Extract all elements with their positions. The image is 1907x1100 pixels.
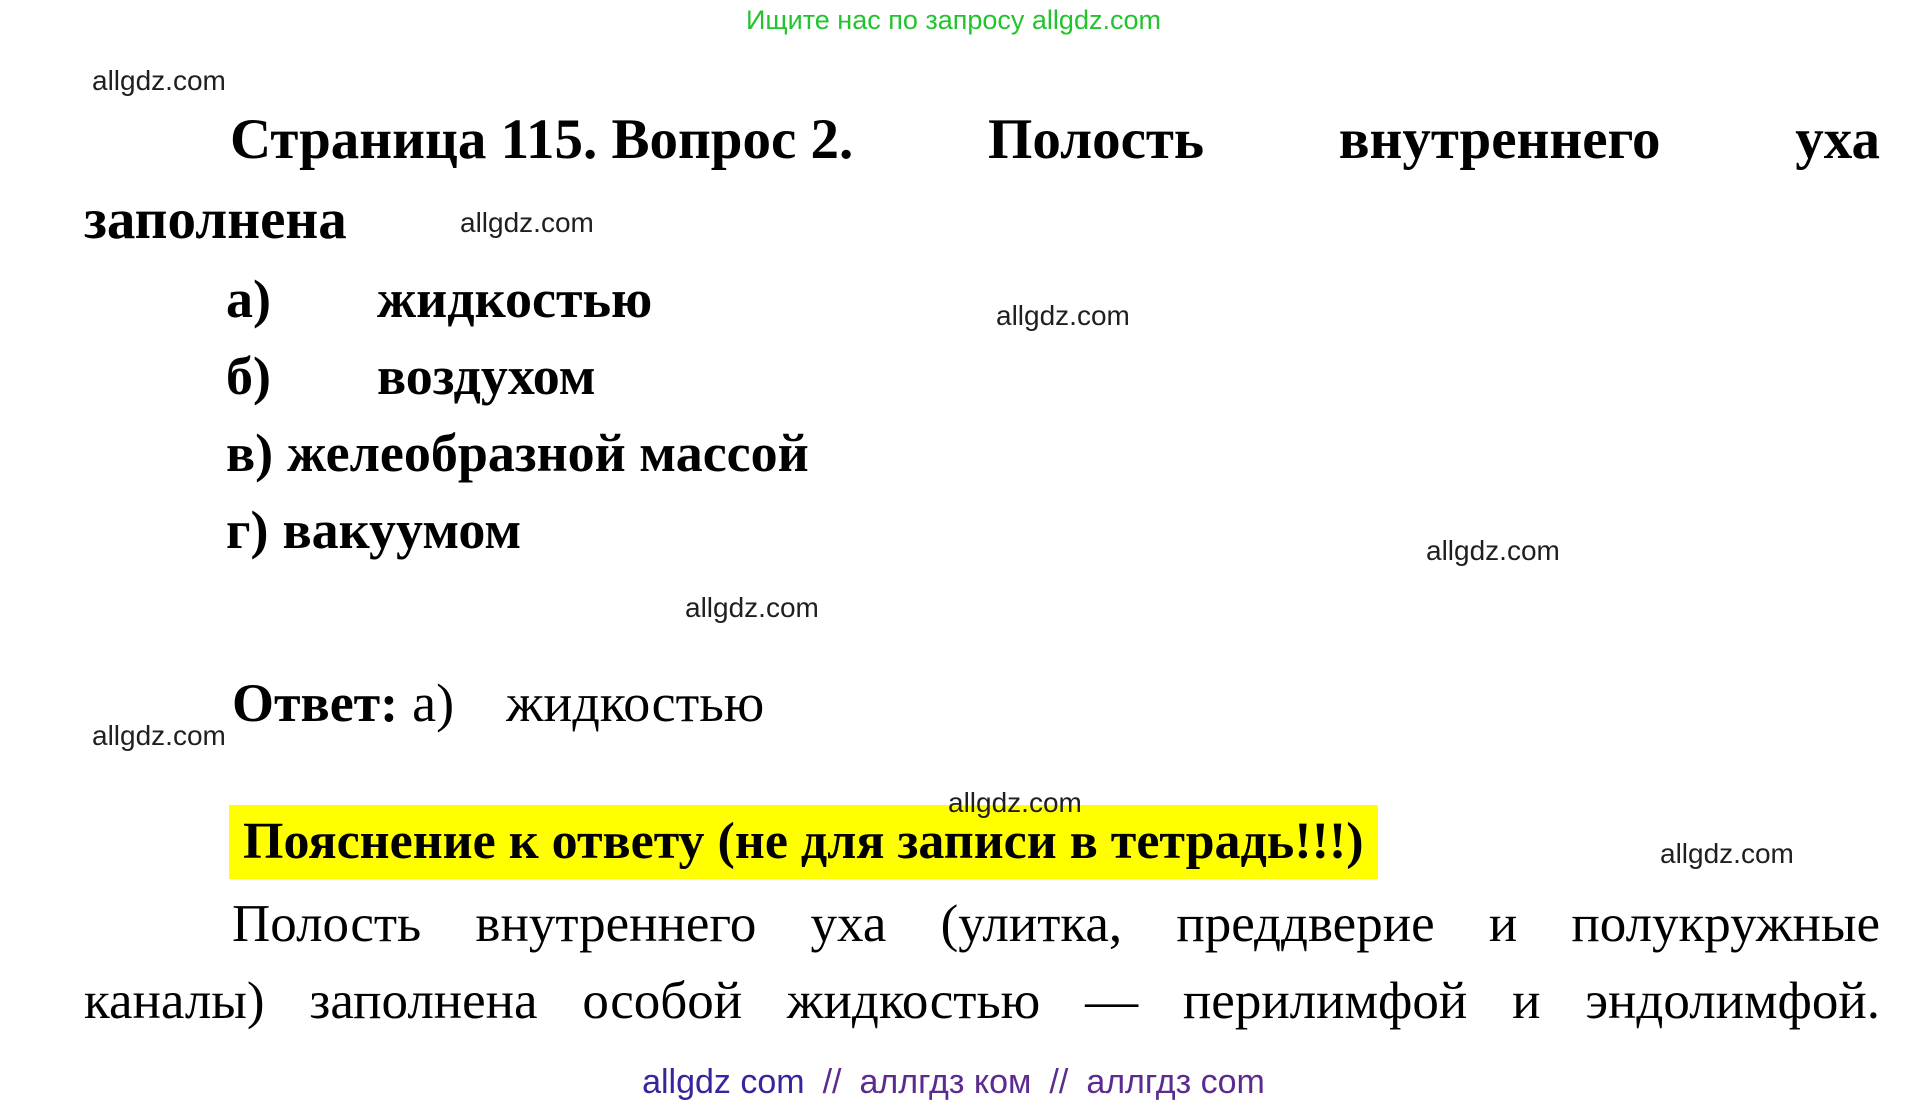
option-g	[84, 492, 1880, 569]
answer-label: Ответ:	[232, 673, 399, 733]
heading-line-1	[84, 100, 1880, 180]
heading-word-1: Полость	[988, 108, 1205, 171]
answer-letter: а)	[412, 673, 455, 733]
footer-site-latin: allgdz com	[642, 1063, 805, 1100]
watermark: allgdz.com	[1426, 535, 1560, 566]
watermark: allgdz.com	[685, 592, 819, 623]
option-text: воздухом	[376, 346, 596, 406]
watermark: allgdz.com	[996, 300, 1130, 331]
watermark: allgdz.com	[1660, 838, 1794, 869]
watermark: allgdz.com	[948, 787, 1082, 818]
explanation-title-highlight: Пояснение к ответу (не для записи в тетрадь!!!)	[229, 805, 1378, 879]
heading-word-2: внутреннего	[1338, 108, 1661, 171]
option-text: вакуумом	[282, 500, 522, 560]
option-text: жидкостью	[376, 269, 653, 329]
watermark: allgdz.com	[92, 720, 226, 751]
promo-banner: Ищите нас по запросу allgdz.com	[746, 5, 1161, 35]
option-letter: в)	[226, 423, 274, 483]
paragraph-line-2: каналы) заполнена особой жидкостью — перилимфой и эндолимфой.	[84, 972, 1880, 1030]
answer-line	[84, 665, 1880, 742]
option-v	[84, 415, 1880, 492]
footer-site-cyrillic-2: аллгдз com	[1086, 1063, 1265, 1100]
watermark: allgdz.com	[460, 207, 594, 238]
option-a	[84, 261, 1880, 338]
option-text: желеобразной массой	[287, 423, 809, 483]
footer-separator: //	[822, 1063, 842, 1100]
option-b	[84, 338, 1880, 415]
footer-site-cyrillic-1: аллгдз ком	[859, 1063, 1032, 1100]
paragraph-line-1: Полость внутреннего уха (улитка, преддверие и полукружные	[232, 895, 1880, 953]
option-letter: г)	[226, 500, 269, 560]
explanation-paragraph	[84, 886, 1880, 1040]
option-letter: а)	[226, 269, 271, 329]
footer	[0, 1062, 1907, 1100]
answer-text: жидкостью	[506, 673, 765, 733]
heading-line-2: заполнена	[84, 188, 347, 251]
watermark: allgdz.com	[92, 65, 226, 96]
footer-separator: //	[1049, 1063, 1069, 1100]
heading-page-question: Страница 115. Вопрос 2.	[230, 108, 854, 171]
question-heading	[84, 100, 1880, 260]
option-letter: б)	[226, 346, 271, 406]
heading-word-3: уха	[1795, 108, 1880, 171]
options-list	[84, 261, 1880, 569]
